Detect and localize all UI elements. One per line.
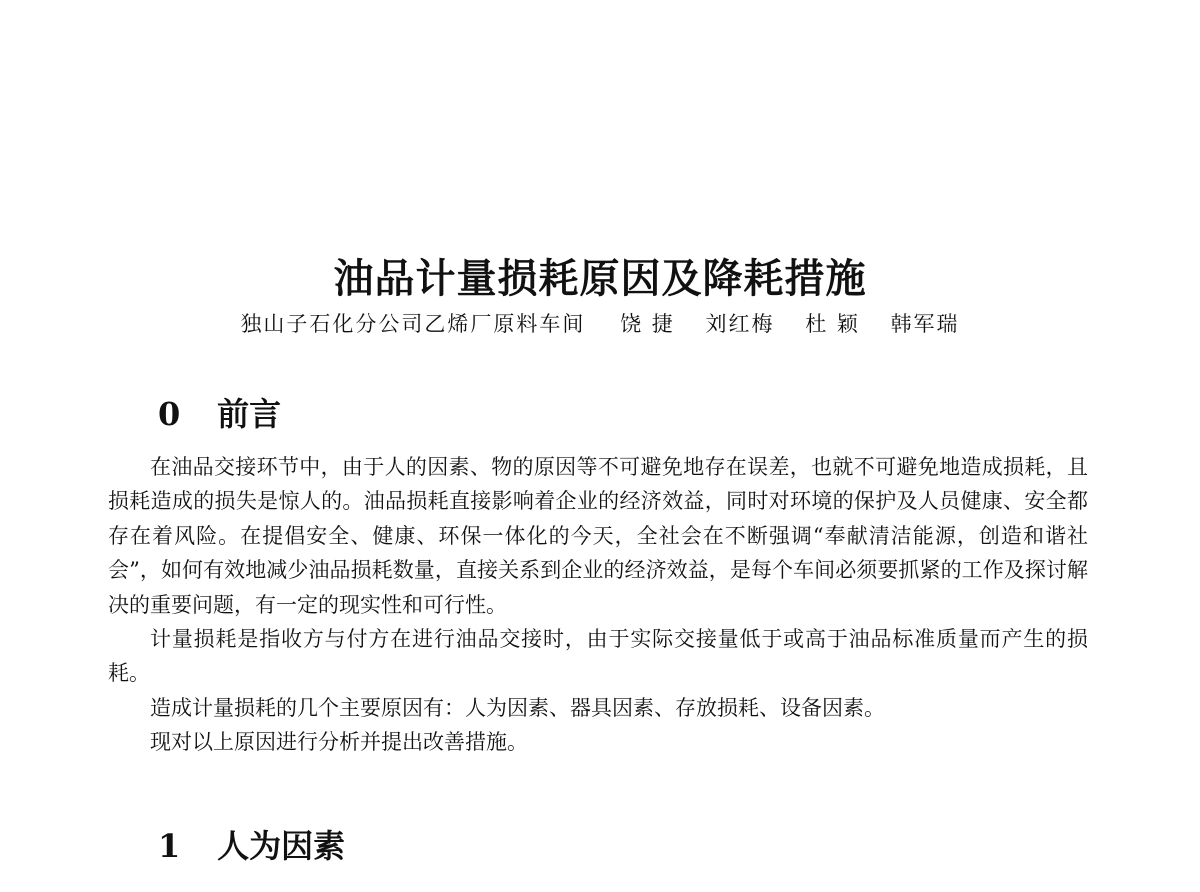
body-paragraph: 计量损耗是指收方与付方在进行油品交接时，由于实际交接量低于或高于油品标准质量而产生的损耗。 bbox=[108, 627, 1088, 686]
affiliation: 独山子石化分公司乙烯厂原料车间 bbox=[240, 312, 586, 336]
author-name: 韩军瑞 bbox=[890, 312, 960, 336]
author-name: 饶 捷 bbox=[620, 312, 675, 336]
section-heading-human-factors bbox=[158, 826, 345, 866]
body-paragraph: 在油品交接环节中，由于人的因素、物的原因等不可避免地存在误差，也就不可避免地造成损耗，且损耗造成的损失是惊人的。油品损耗直接影响着企业的经济效益，同时对环境的保护及人员健康、安全都存在着风险。在提倡安全、健康、环保一体化的今天，全社会在不断强调“奉献清洁能源，创造和谐社会”，如何有效地减少油品损耗数量，直接关系到企业的经济效益，是每个车间必须要抓紧的工作及探讨解决的重要问题，有一定的现实性和可行性。 bbox=[108, 455, 1088, 617]
body-paragraph: 现对以上原因进行分析并提出改善措施。 bbox=[150, 730, 528, 755]
section-number: 1 bbox=[158, 827, 181, 865]
body-paragraph: 造成计量损耗的几个主要原因有：人为因素、器具因素、存放损耗、设备因素。 bbox=[150, 695, 885, 720]
author-line bbox=[0, 309, 1200, 339]
section-number: 0 bbox=[158, 395, 181, 433]
author-name: 刘红梅 bbox=[705, 312, 775, 336]
section-title: 前言 bbox=[217, 395, 282, 433]
author-name: 杜 颖 bbox=[805, 312, 860, 336]
section-heading-preface bbox=[158, 394, 281, 434]
section-title: 人为因素 bbox=[217, 827, 346, 865]
paper-title: 油品计量损耗原因及降耗措施 bbox=[333, 254, 867, 302]
section-body-preface bbox=[108, 450, 1088, 760]
